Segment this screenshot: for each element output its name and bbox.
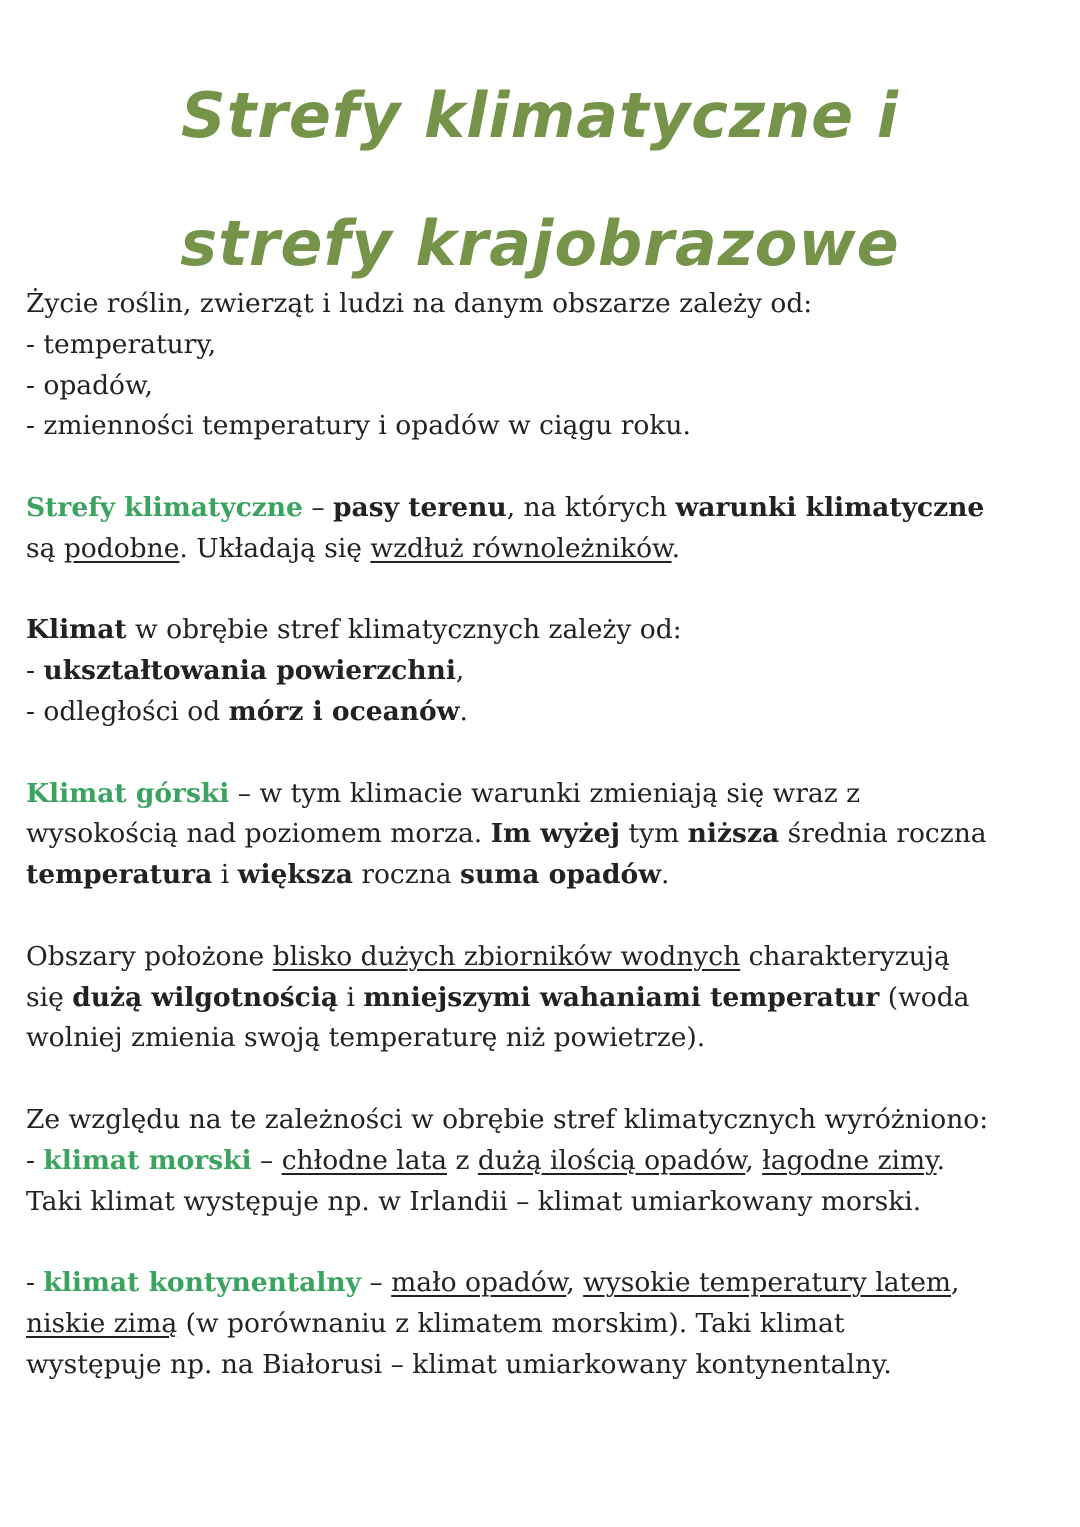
intro-paragraph — [26, 284, 1066, 447]
continental-climate-paragraph: - klimat kontynentalny – mało opadów, wysokie temperatury latem, niskie zimą (w porównaniu z klimatem morskim). Taki klimat występuje np. na Białorusi – klimat umiarkowany kontynentalny. — [26, 1267, 960, 1380]
intro-item-precipitation: - opadów, — [26, 369, 153, 401]
climate-factors-paragraph: Klimat w obrębie stref klimatycznych zależy od: - ukształtowania powierzchni, - odległości od mórz i oceanów. — [26, 610, 1066, 732]
intro-item-variability: - zmienności temperatury i opadów w ciągu roku. — [26, 410, 691, 442]
term-climate-zones: Strefy klimatyczne — [26, 491, 303, 523]
climate-factor-relief: - ukształtowania powierzchni, — [26, 655, 465, 687]
mountain-climate-paragraph: Klimat górski – w tym klimacie warunki zmieniają się wraz z wysokością nad poziomem morza. Im wyżej tym niższa średnia roczna temperatura i większa roczna suma opadów. — [26, 777, 987, 891]
maritime-climate-paragraph: Ze względu na te zależności w obrębie stref klimatycznych wyróżniono: - klimat morski – chłodne lata z dużą ilością opadów, łagodne zimy. Taki klimat występuje np. w Irlandii – klimat umiarkowany morski. — [26, 1100, 1066, 1222]
title-line-1: Strefy klimatyczne i — [181, 79, 899, 152]
intro-lead: Życie roślin, zwierząt i ludzi na danym obszarze zależy od: — [26, 288, 813, 319]
page-title — [0, 52, 1080, 308]
document-body — [26, 284, 1066, 1426]
title-line-2: strefy krajobrazowe — [180, 207, 900, 280]
term-continental-climate: klimat kontynentalny — [43, 1267, 362, 1299]
water-bodies-paragraph: Obszary położone blisko dużych zbiorników wodnych charakteryzują się dużą wilgotnością i mniejszymi wahaniami temperatur (woda wolniej zmienia swoją temperaturę niż powietrze). — [26, 940, 970, 1054]
term-climate: Klimat — [26, 614, 127, 646]
term-maritime-climate: klimat morski — [43, 1144, 252, 1176]
climate-types-lead: Ze względu na te zależności w obrębie stref klimatycznych wyróżniono: — [26, 1103, 989, 1135]
climate-zones-paragraph: Strefy klimatyczne – pasy terenu, na których warunki klimatyczne są podobne. Układają się wzdłuż równoleżników. — [26, 491, 985, 564]
term-mountain-climate: Klimat górski — [26, 777, 230, 809]
climate-factor-seas: - odległości od mórz i oceanów. — [26, 695, 468, 727]
intro-item-temperature: - temperatury, — [26, 328, 217, 360]
